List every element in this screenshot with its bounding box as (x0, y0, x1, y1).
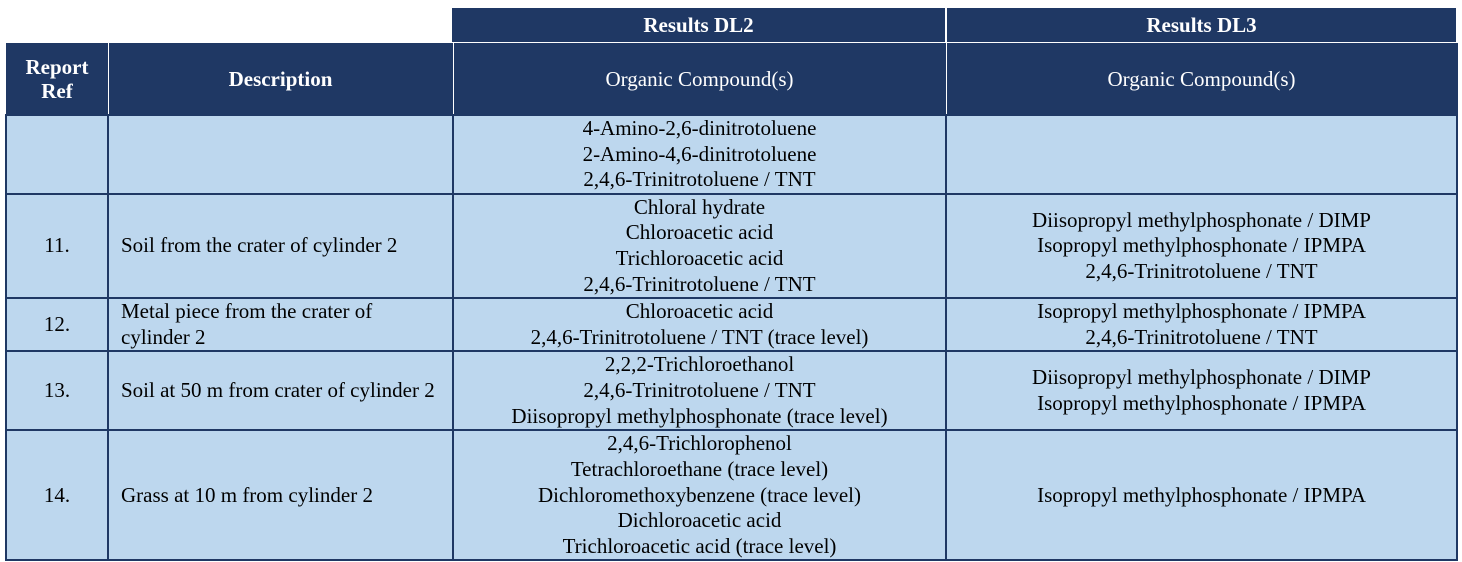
compound-item: Chloroacetic acid (625, 220, 774, 245)
compound-item: 4-Amino-2,6-dinitrotoluene (582, 116, 817, 140)
report-ref-cell: 12. (6, 298, 108, 351)
compound-item: Dichloromethoxybenzene (trace level) (537, 482, 861, 507)
table-row (6, 194, 1457, 298)
description-header: Description (108, 44, 453, 116)
compound-item: 2,4,6-Trinitrotoluene / TNT (583, 167, 816, 192)
description-cell: Grass at 10 m from cylinder 2 (108, 430, 453, 560)
report-ref-cell: 14. (6, 430, 108, 560)
results-dl3-header: Results DL3 (945, 8, 1456, 42)
dl3-compounds-cell (946, 298, 1457, 351)
results-dl2-header: Results DL2 (452, 8, 945, 42)
report-ref-header-text: Report Ref (25, 55, 89, 103)
dl3-compounds-cell (946, 351, 1457, 430)
compound-item: Chloroacetic acid (625, 299, 774, 324)
compound-item: 2,2,2-Trichloroethanol (604, 352, 795, 377)
compound-item: Isopropyl methylphosphonate / IPMPA (1037, 482, 1366, 507)
compound-item: Isopropyl methylphosphonate / IPMPA (1037, 233, 1366, 258)
compound-item: 2,4,6-Trinitrotoluene / TNT (583, 271, 816, 296)
table-row (6, 430, 1457, 560)
report-ref-cell: 13. (6, 351, 108, 430)
compound-item: Chloral hydrate (633, 194, 766, 219)
dl2-compounds-header: Organic Compound(s) (453, 44, 946, 116)
dl2-compounds-cell (453, 115, 946, 194)
dl2-compounds-cell (453, 298, 946, 351)
description-cell: Soil from the crater of cylinder 2 (108, 194, 453, 298)
dl2-compounds-cell (453, 430, 946, 560)
compound-item: 2,4,6-Trinitrotoluene / TNT (583, 378, 816, 403)
description-cell: Metal piece from the crater of cylinder 2 (108, 298, 453, 351)
description-cell (108, 115, 453, 194)
compound-item: 2,4,6-Trichlorophenol (607, 431, 792, 456)
dl3-compounds-cell (946, 430, 1457, 560)
compound-item: 2,4,6-Trinitrotoluene / TNT (trace level) (530, 324, 869, 349)
compound-item: Trichloroacetic acid (615, 245, 784, 270)
dl3-compounds-cell (946, 115, 1457, 194)
compound-item: Diisopropyl methylphosphonate / DIMP (1032, 365, 1371, 390)
dl3-compounds-cell (946, 194, 1457, 298)
compound-item: Diisopropyl methylphosphonate (trace level) (511, 403, 888, 428)
table-row (6, 351, 1457, 430)
compound-item: Trichloroacetic acid (trace level) (562, 533, 837, 558)
compound-item: Isopropyl methylphosphonate / IPMPA (1037, 299, 1366, 324)
dl3-compounds-header: Organic Compound(s) (946, 44, 1457, 116)
compound-item: 2-Amino-4,6-dinitrotoluene (582, 141, 817, 166)
column-header-row (6, 44, 1457, 116)
results-table (5, 43, 1458, 561)
report-ref-cell: 11. (6, 194, 108, 298)
report-ref-cell (6, 115, 108, 194)
dl2-compounds-cell (453, 194, 946, 298)
table-row (6, 115, 1457, 194)
report-ref-header (6, 44, 108, 116)
compound-item: Diisopropyl methylphosphonate / DIMP (1032, 207, 1371, 232)
compound-item: 2,4,6-Trinitrotoluene / TNT (1085, 324, 1318, 349)
dl2-compounds-cell (453, 351, 946, 430)
compound-item: 2,4,6-Trinitrotoluene / TNT (1085, 258, 1318, 283)
description-cell: Soil at 50 m from crater of cylinder 2 (108, 351, 453, 430)
compound-item: Dichloroacetic acid (617, 508, 782, 533)
table-row (6, 298, 1457, 351)
compound-item: Isopropyl methylphosphonate / IPMPA (1037, 390, 1366, 415)
compound-item: Tetrachloroethane (trace level) (570, 456, 829, 481)
